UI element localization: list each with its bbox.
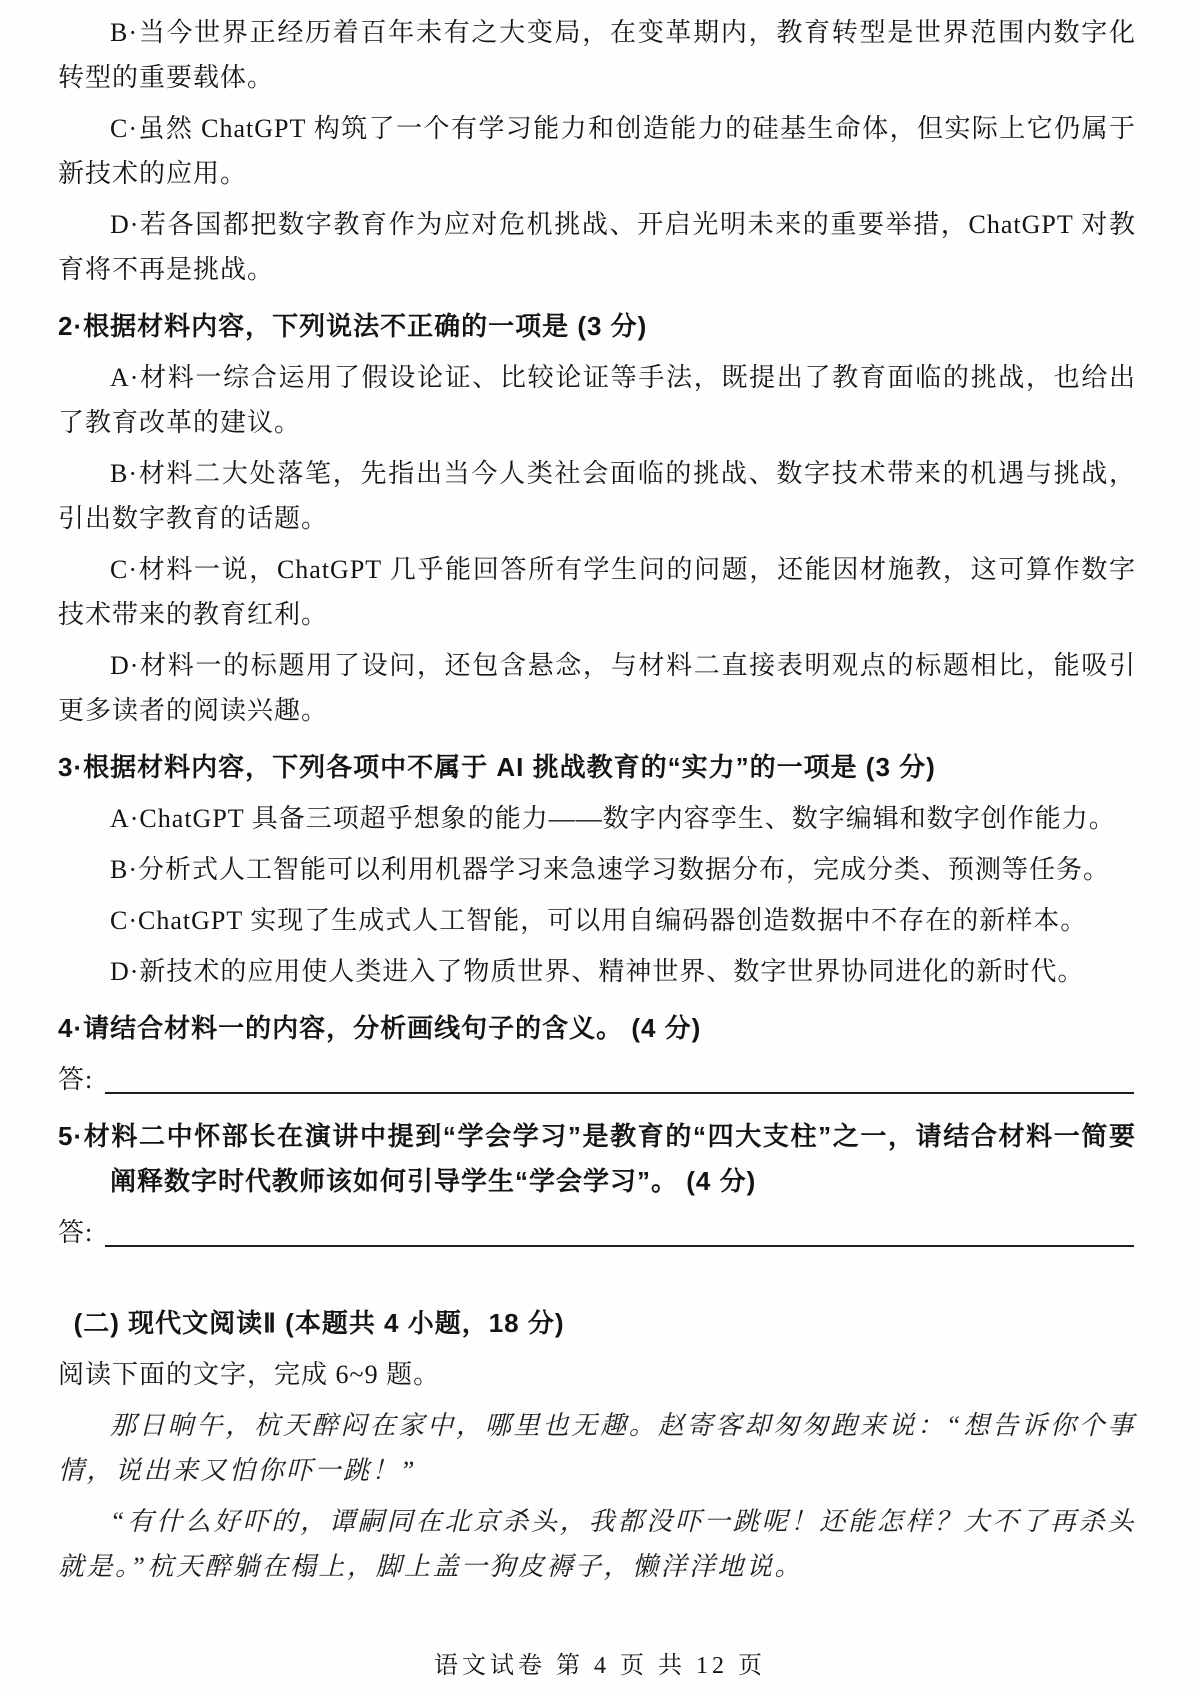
page-footer: [0, 1651, 1200, 1681]
question-stem: 5·材料二中怀部长在演讲中提到“学会学习”是教育的“四大支柱”之一，请结合材料一简要阐释数字时代教师该如何引导学生“学会学习”。 (4 分): [58, 1121, 1136, 1196]
section-heading: (二) 现代文阅读Ⅱ (本题共 4 小题，18 分): [73, 1308, 565, 1338]
choice-option: D·新技术的应用使人类进入了物质世界、精神世界、数字世界协同进化的新时代。: [110, 957, 1085, 986]
exam-content: [58, 10, 1136, 1589]
answer-row: [58, 1057, 1136, 1102]
reading-instruction: 阅读下面的文字，完成 6~9 题。: [58, 1360, 441, 1389]
question-stem: 4·请结合材料一的内容，分析画线句子的含义。 (4 分): [58, 1013, 702, 1043]
choice-option: A·材料一综合运用了假设论证、比较论证等手法，既提出了教育面临的挑战，也给出了教育改革的建议。: [58, 363, 1136, 437]
passage-paragraph: 那日晌午，杭天醉闷在家中，哪里也无趣。赵寄客却匆匆跑来说：“想告诉你个事情，说出来又怕你吓一跳！”: [58, 1411, 1136, 1485]
choice-option: D·若各国都把数字教育作为应对危机挑战、开启光明未来的重要举措，ChatGPT 对教育将不再是挑战。: [58, 210, 1136, 284]
question-stem: 2·根据材料内容，下列说法不正确的一项是 (3 分): [58, 311, 648, 341]
choice-option: B·当今世界正经历着百年未有之大变局，在变革期内，教育转型是世界范围内数字化转型的重要载体。: [58, 18, 1136, 92]
choice-option: B·分析式人工智能可以利用机器学习来急速学习数据分布，完成分类、预测等任务。: [110, 855, 1111, 884]
choice-option: C·ChatGPT 实现了生成式人工智能，可以用自编码器创造数据中不存在的新样本。: [110, 906, 1088, 935]
page-footer-text: 语文试卷 第 4 页 共 12 页: [434, 1653, 766, 1679]
choice-option: B·材料二大处落笔，先指出当今人类社会面临的挑战、数字技术带来的机遇与挑战，引出数字教育的话题。: [58, 459, 1136, 533]
choice-option: C·虽然 ChatGPT 构筑了一个有学习能力和创造能力的硅基生命体，但实际上它仍属于新技术的应用。: [58, 114, 1136, 188]
answer-label: 答:: [58, 1065, 94, 1094]
question-stem: 3·根据材料内容，下列各项中不属于 AI 挑战教育的“实力”的一项是 (3 分): [58, 752, 936, 782]
choice-option: D·材料一的标题用了设问，还包含悬念，与材料二直接表明观点的标题相比，能吸引更多读者的阅读兴趣。: [58, 651, 1136, 725]
choice-option: C·材料一说，ChatGPT 几乎能回答所有学生问的问题，还能因材施教，这可算作数字技术带来的教育红利。: [58, 555, 1136, 629]
answer-blank-line: [105, 1092, 1134, 1094]
choice-option: A·ChatGPT 具备三项超乎想象的能力——数字内容孪生、数字编辑和数字创作能力。: [110, 804, 1116, 833]
passage-paragraph: “有什么好吓的，谭嗣同在北京杀头，我都没吓一跳呢！还能怎样？大不了再杀头就是。”杭天醉躺在榻上，脚上盖一狗皮褥子，懒洋洋地说。: [58, 1507, 1136, 1581]
answer-blank-line: [105, 1245, 1134, 1247]
answer-row: [58, 1210, 1136, 1255]
answer-label: 答:: [58, 1218, 94, 1247]
